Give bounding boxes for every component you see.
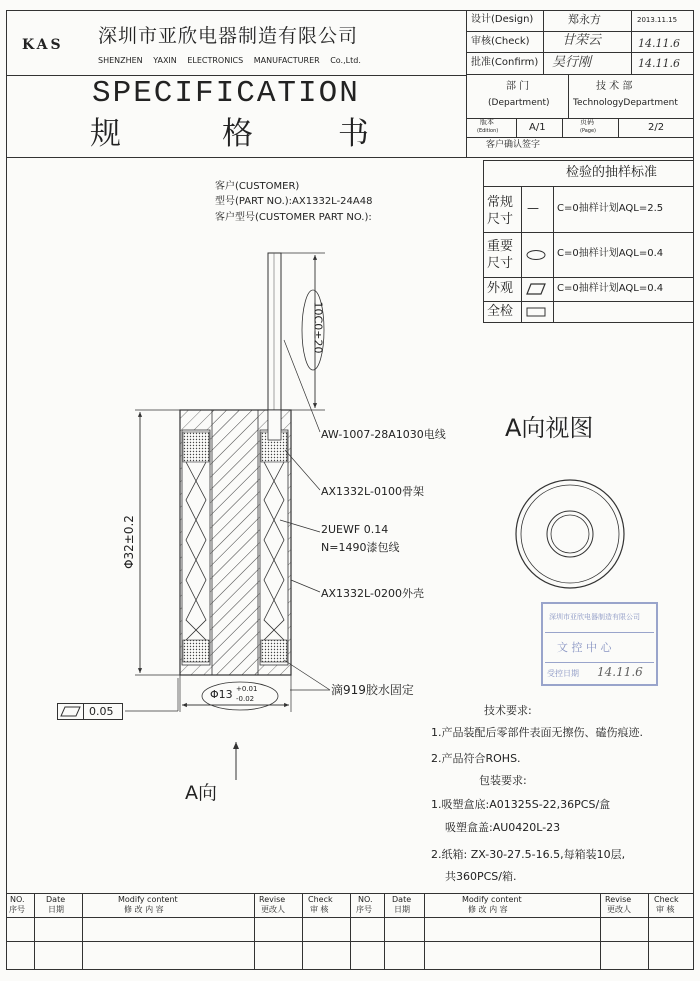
col-modify-cn: 修 改 内 容 <box>124 905 164 914</box>
dim-diameter: Φ13 <box>210 688 233 701</box>
label-shell: AX1332L-0200外壳 <box>321 587 424 600</box>
col-modify2-en: Modify content <box>462 895 522 904</box>
pack-req-1b: 吸塑盒盖:AU0420L-23 <box>445 821 561 834</box>
edition-label: 版本 <box>480 118 494 126</box>
stamp-date: 14.11.6 <box>597 665 643 679</box>
col-check2-en: Check <box>654 895 679 904</box>
design-name: 郑永方 <box>568 13 601 26</box>
col-no-en: NO. <box>10 895 25 904</box>
col-check-cn: 审 核 <box>310 905 329 914</box>
col-revise2-cn: 更改人 <box>607 905 631 914</box>
col-date2-en: Date <box>392 895 412 904</box>
dim-height: Φ32±0.2 <box>121 515 136 569</box>
department-value-en: TechnologyDepartment <box>573 98 678 108</box>
inspection-row-label: 重要尺寸 <box>487 239 514 271</box>
page-title-cn-3: 书 <box>338 116 369 152</box>
label-bobbin: AX1332L-0100骨架 <box>321 485 424 498</box>
col-date-en: Date <box>46 895 66 904</box>
page-label: 页码 <box>580 118 594 126</box>
dim-tolerance-upper: +0.01 <box>236 685 258 693</box>
inspection-row-std: C=0抽样计划AQL=2.5 <box>557 203 664 214</box>
col-check2-cn: 审 核 <box>656 905 675 914</box>
dim-tolerance-lower: -0.02 <box>236 695 255 703</box>
flatness-value: 0.05 <box>89 705 114 718</box>
label-wire: AW-1007-28A1030电线 <box>321 428 446 441</box>
customer-part-no: 客户型号(CUSTOMER PART NO.): <box>215 212 372 223</box>
design-label: 设计(Design) <box>471 14 534 25</box>
inspection-title: 检验的抽样标准 <box>566 165 658 180</box>
inspection-row-label: 外观 <box>487 281 514 296</box>
page-title-cn-2: 格 <box>222 116 253 152</box>
dash-symbol: — <box>527 201 539 215</box>
company-name-en: SHENZHEN YAXIN ELECTRONICS MANUFACTURER Co.,Ltd. <box>98 56 361 65</box>
pack-req-2b: 共360PCS/箱. <box>445 870 517 883</box>
a-direction-label: A向 <box>185 782 217 804</box>
department-label-en: (Department) <box>488 98 550 108</box>
part-no: 型号(PART NO.):AX1332L-24A48 <box>215 196 373 207</box>
stamp-date-label: 受控日期 <box>547 669 579 678</box>
company-name-cn: 深圳市亚欣电器制造有限公司 <box>98 25 359 47</box>
revision-table <box>6 893 694 970</box>
stamp-company: 深圳市亚欣电器制造有限公司 <box>549 613 640 621</box>
label-coil-spec: 2UEWF 0.14 <box>321 523 389 536</box>
pack-req-2: 2.纸箱: ZX-30-27.5-16.5,每箱装10层, <box>431 848 626 861</box>
col-check-en: Check <box>308 895 333 904</box>
confirm-label: 批准(Confirm) <box>471 57 539 68</box>
dim-wire-length: 10C0±20 <box>311 301 325 354</box>
customer-line: 客户(CUSTOMER) <box>215 181 300 192</box>
confirm-date: 14.11.6 <box>638 57 680 70</box>
inspection-row-label: 全检 <box>487 304 514 319</box>
col-date-cn: 日期 <box>48 905 64 914</box>
confirm-signature: 吴行刚 <box>552 55 592 70</box>
a-view-drawing <box>516 480 624 588</box>
a-view-title: A向视图 <box>505 414 594 442</box>
col-revise-cn: 更改人 <box>261 905 285 914</box>
col-modify-en: Modify content <box>118 895 178 904</box>
check-label: 审核(Check) <box>471 36 530 47</box>
label-coil-turns: N=1490漆包线 <box>321 541 400 554</box>
tech-req-1: 1.产品装配后零部件表面无擦伤、磕伤痕迹. <box>431 726 643 739</box>
edition-value: A/1 <box>529 122 546 133</box>
col-no2-cn: 序号 <box>356 905 372 914</box>
pack-req-1: 1.吸塑盒底:A01325S-22,36PCS/盒 <box>431 798 611 811</box>
tech-title: 技术要求: <box>484 704 532 717</box>
inspection-row-std: C=0抽样计划AQL=0.4 <box>557 283 664 294</box>
col-modify2-cn: 修 改 内 容 <box>468 905 508 914</box>
department-value-cn: 技 术 部 <box>596 81 633 92</box>
page-title-en: SPECIFICATION <box>92 76 360 111</box>
stamp-dept: 文 控 中 心 <box>557 641 612 654</box>
col-revise2-en: Revise <box>605 895 632 904</box>
page-label-en: (Page) <box>580 128 597 134</box>
flatness-icon <box>60 706 82 717</box>
edition-label-en: (Edition) <box>477 128 499 134</box>
check-signature: 甘荣云 <box>562 33 602 48</box>
col-no-cn: 序号 <box>9 905 25 914</box>
design-date: 2013.11.15 <box>637 16 678 24</box>
pack-title: 包装要求: <box>479 774 527 787</box>
label-glue: 滴919胶水固定 <box>331 683 414 697</box>
inspection-row-label: 常规尺寸 <box>487 195 514 227</box>
check-date: 14.11.6 <box>638 37 680 50</box>
page-value: 2/2 <box>648 122 665 133</box>
col-no2-en: NO. <box>358 895 373 904</box>
tech-req-2: 2.产品符合ROHS. <box>431 752 521 765</box>
page-title-cn-1: 规 <box>90 116 121 152</box>
col-date2-cn: 日期 <box>394 905 410 914</box>
document-control-stamp <box>541 602 658 686</box>
company-logo: KAS <box>22 37 64 53</box>
inspection-row-std: C=0抽样计划AQL=0.4 <box>557 248 664 259</box>
col-revise-en: Revise <box>259 895 286 904</box>
department-label-cn: 部 门 <box>506 81 530 92</box>
customer-sign-label: 客户确认签字 <box>486 140 541 150</box>
